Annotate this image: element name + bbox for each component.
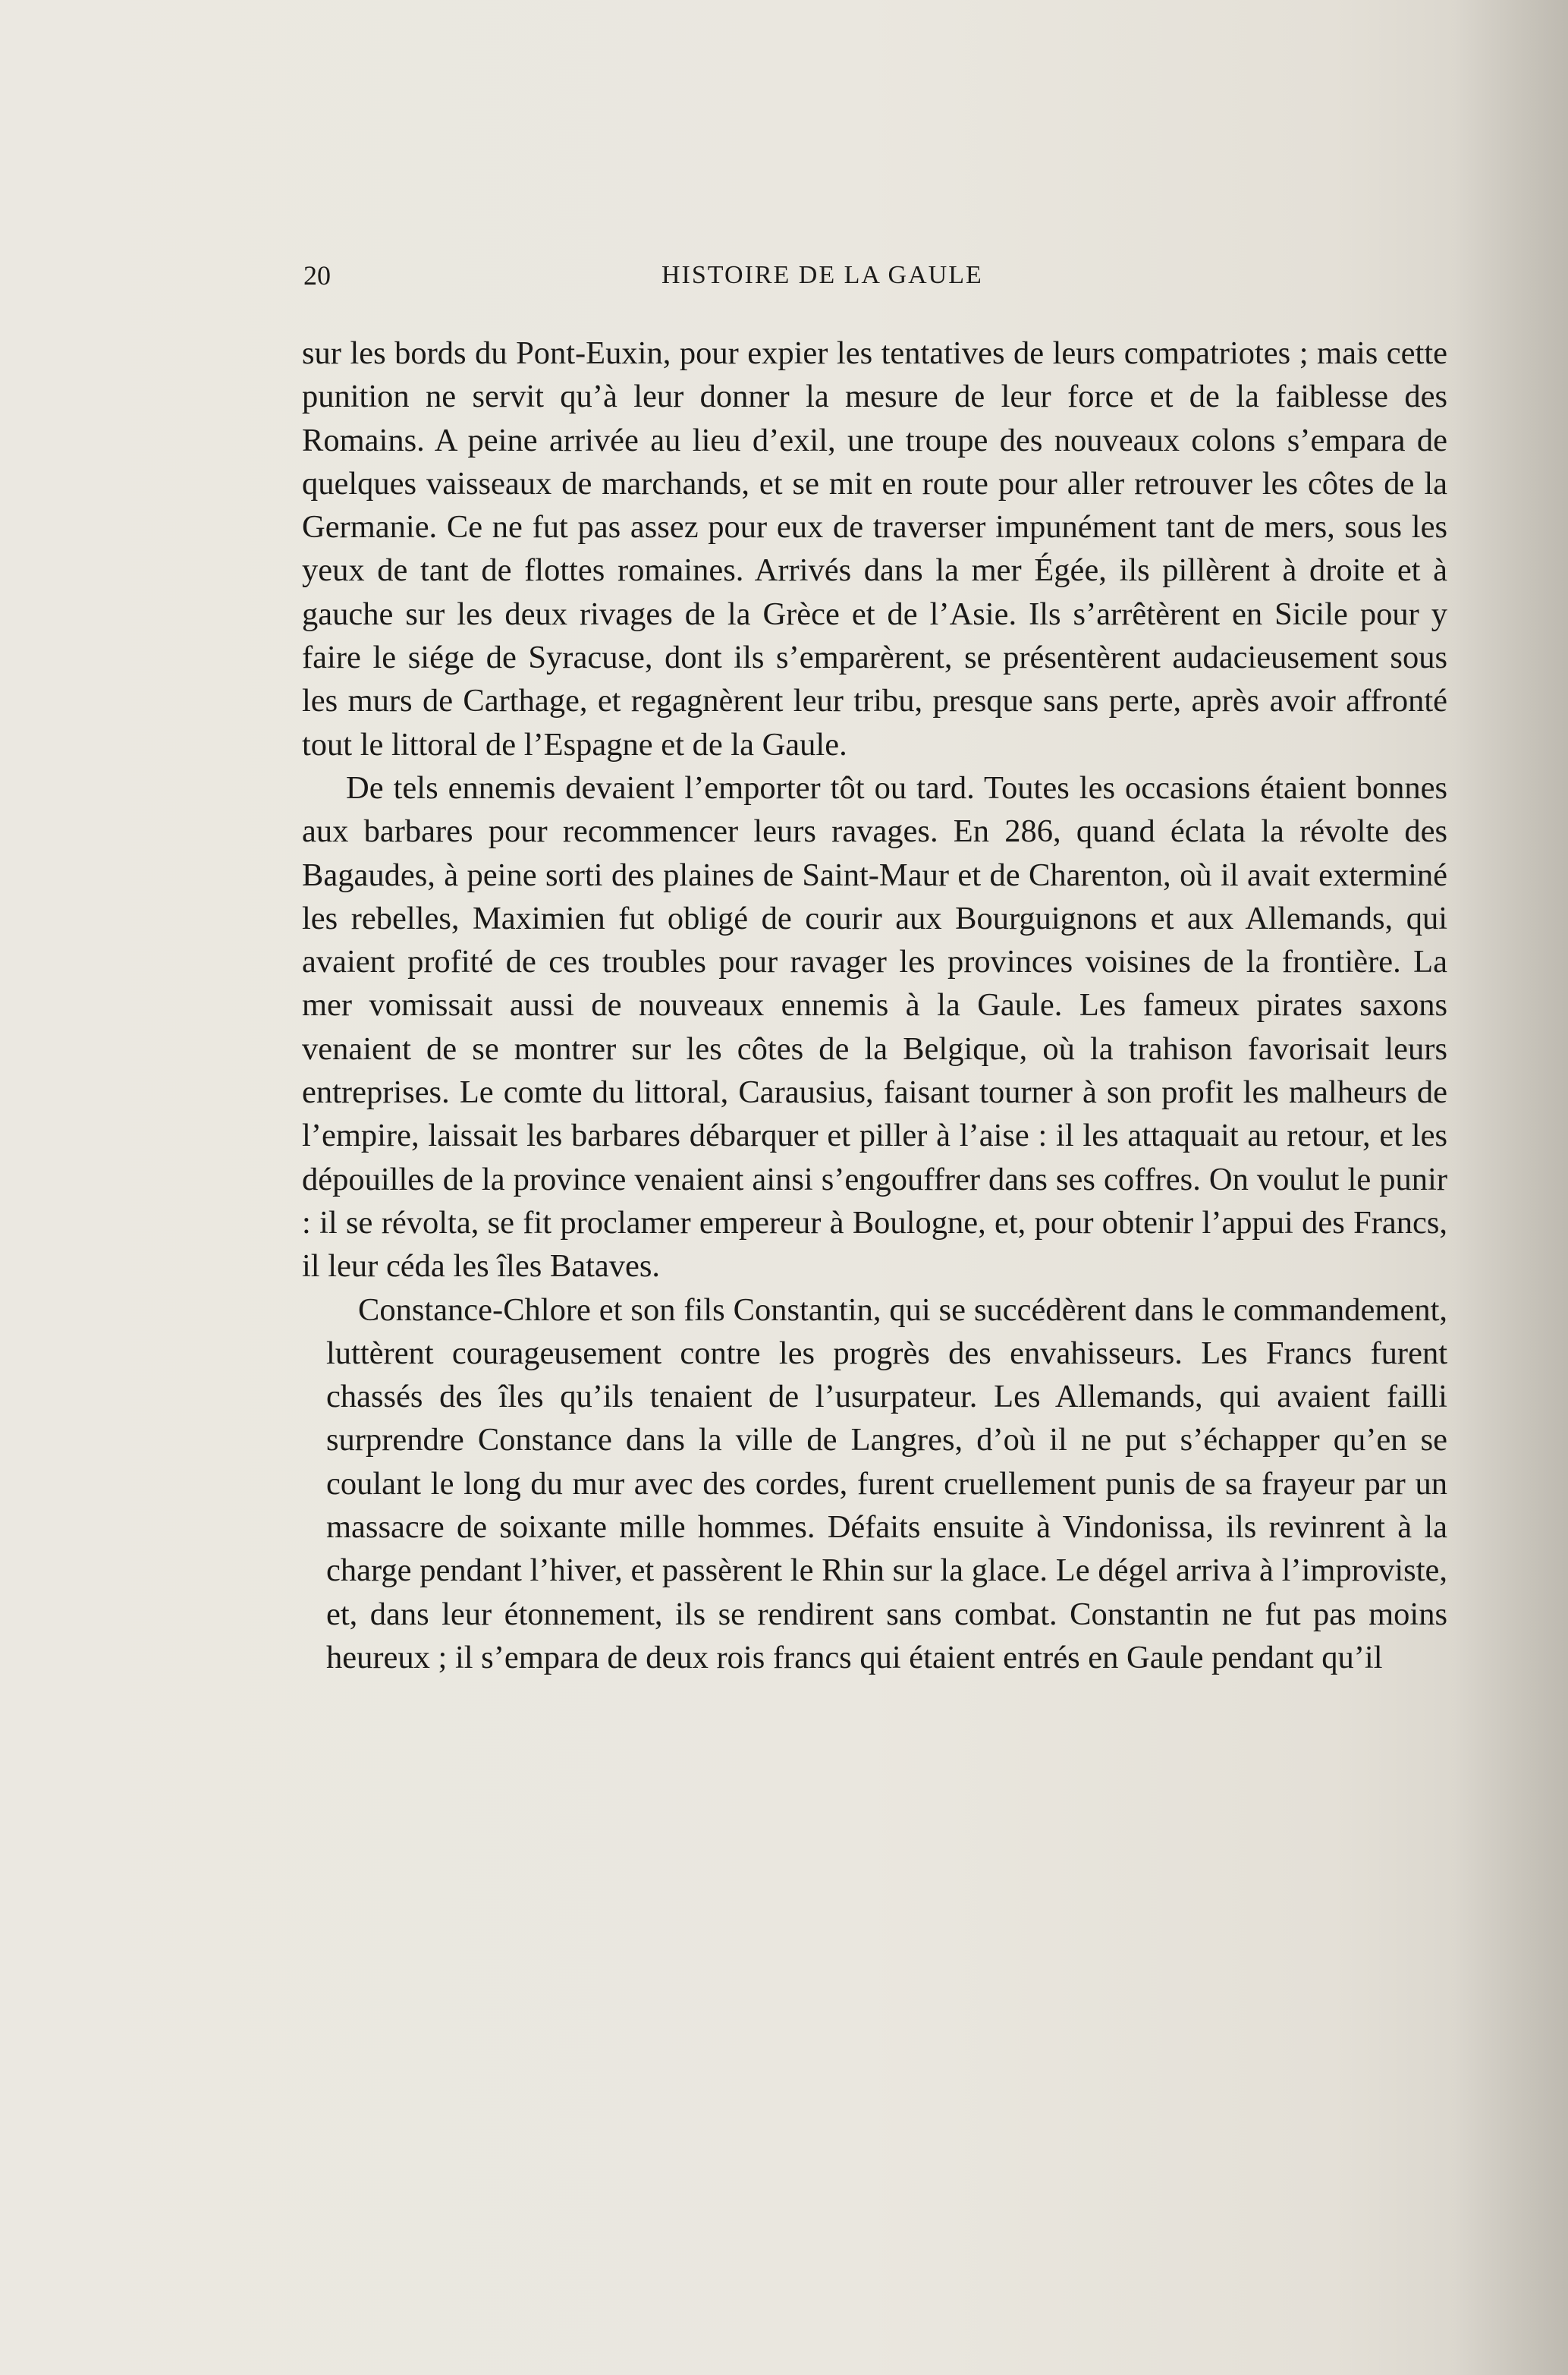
page-header <box>303 260 1441 305</box>
paragraph-3: Constance-Chlore et son fils Constantin, qui se succédèrent dans le commandement, luttèrent courageusement contre les progrès des envahisseurs. Les Francs furent chassés des îles qu’ils tenaient de l’usurpateur. Les Allemands, qui avaient failli surprendre Constance dans la ville de Langres, d’où il ne put s’échapper qu’en se coulant le long du mur avec des cordes, furent cruellement punis de sa frayeur par un massacre de soixante mille hommes. Défaits ensuite à Vindonissa, ils revinrent à la charge pendant l’hiver, et passèrent le Rhin sur la glace. Le dégel arriva à l’improviste, et, dans leur étonnement, ils se rendirent sans combat. Constantin ne fut pas moins heureux ; il s’empara de deux rois francs qui étaient entrés en Gaule pendant qu’il <box>326 1291 1447 1675</box>
page-number: 20 <box>303 260 331 291</box>
paragraph-1: sur les bords du Pont-Euxin, pour expier les tentatives de leurs compatriotes ; mais cette punition ne servit qu’à leur donner la mesure de leur force et de la faiblesse des Romains. A peine arrivée au lieu d’exil, une troupe des nouveaux colons s’empara de quelques vaisseaux de marchands, et se mit en route pour aller retrouver les côtes de la Germanie. Ce ne fut pas assez pour eux de traverser impunément tant de mers, sous les yeux de tant de flottes romaines. Arrivés dans la mer Égée, ils pillèrent à droite et à gauche sur les deux rivages de la Grèce et de l’Asie. Ils s’arrêtèrent en Sicile pour y faire le siége de Syracuse, dont ils s’emparèrent, se présentèrent audacieusement sous les murs de Carthage, et regagnèrent leur tribu, presque sans perte, après avoir affronté tout le littoral de l’Espagne et de la Gaule. <box>302 335 1447 763</box>
running-title: HISTOIRE DE LA GAULE <box>661 261 983 289</box>
page-edge-shadow <box>1454 0 1568 2375</box>
paragraph-2: De tels ennemis devaient l’emporter tôt ou tard. Toutes les occasions étaient bonnes aux barbares pour recommencer leurs ravages. En 286, quand éclata la révolte des Bagaudes, à peine sorti des plaines de Saint-Maur et de Charenton, où il avait exterminé les rebelles, Maximien fut obligé de courir aux Bourguignons et aux Allemands, qui avaient profité de ces troubles pour ravager les provinces voisines de la frontière. La mer vomissait aussi de nouveaux ennemis à la Gaule. Les fameux pirates saxons venaient de se montrer sur les côtes de la Belgique, où la trahison favorisait leurs entreprises. Le comte du littoral, Carausius, faisant tourner à son profit les malheurs de l’empire, laissait les barbares débarquer et piller à l’aise : il les attaquait au retour, et les dépouilles de la province venaient ainsi s’engouffrer dans ses coffres. On voulut le punir : il se révolta, se fit proclamer empereur à Boulogne, et, pour obtenir l’appui des Francs, il leur céda les îles Bataves. <box>302 769 1447 1285</box>
body-text <box>302 332 1447 1679</box>
